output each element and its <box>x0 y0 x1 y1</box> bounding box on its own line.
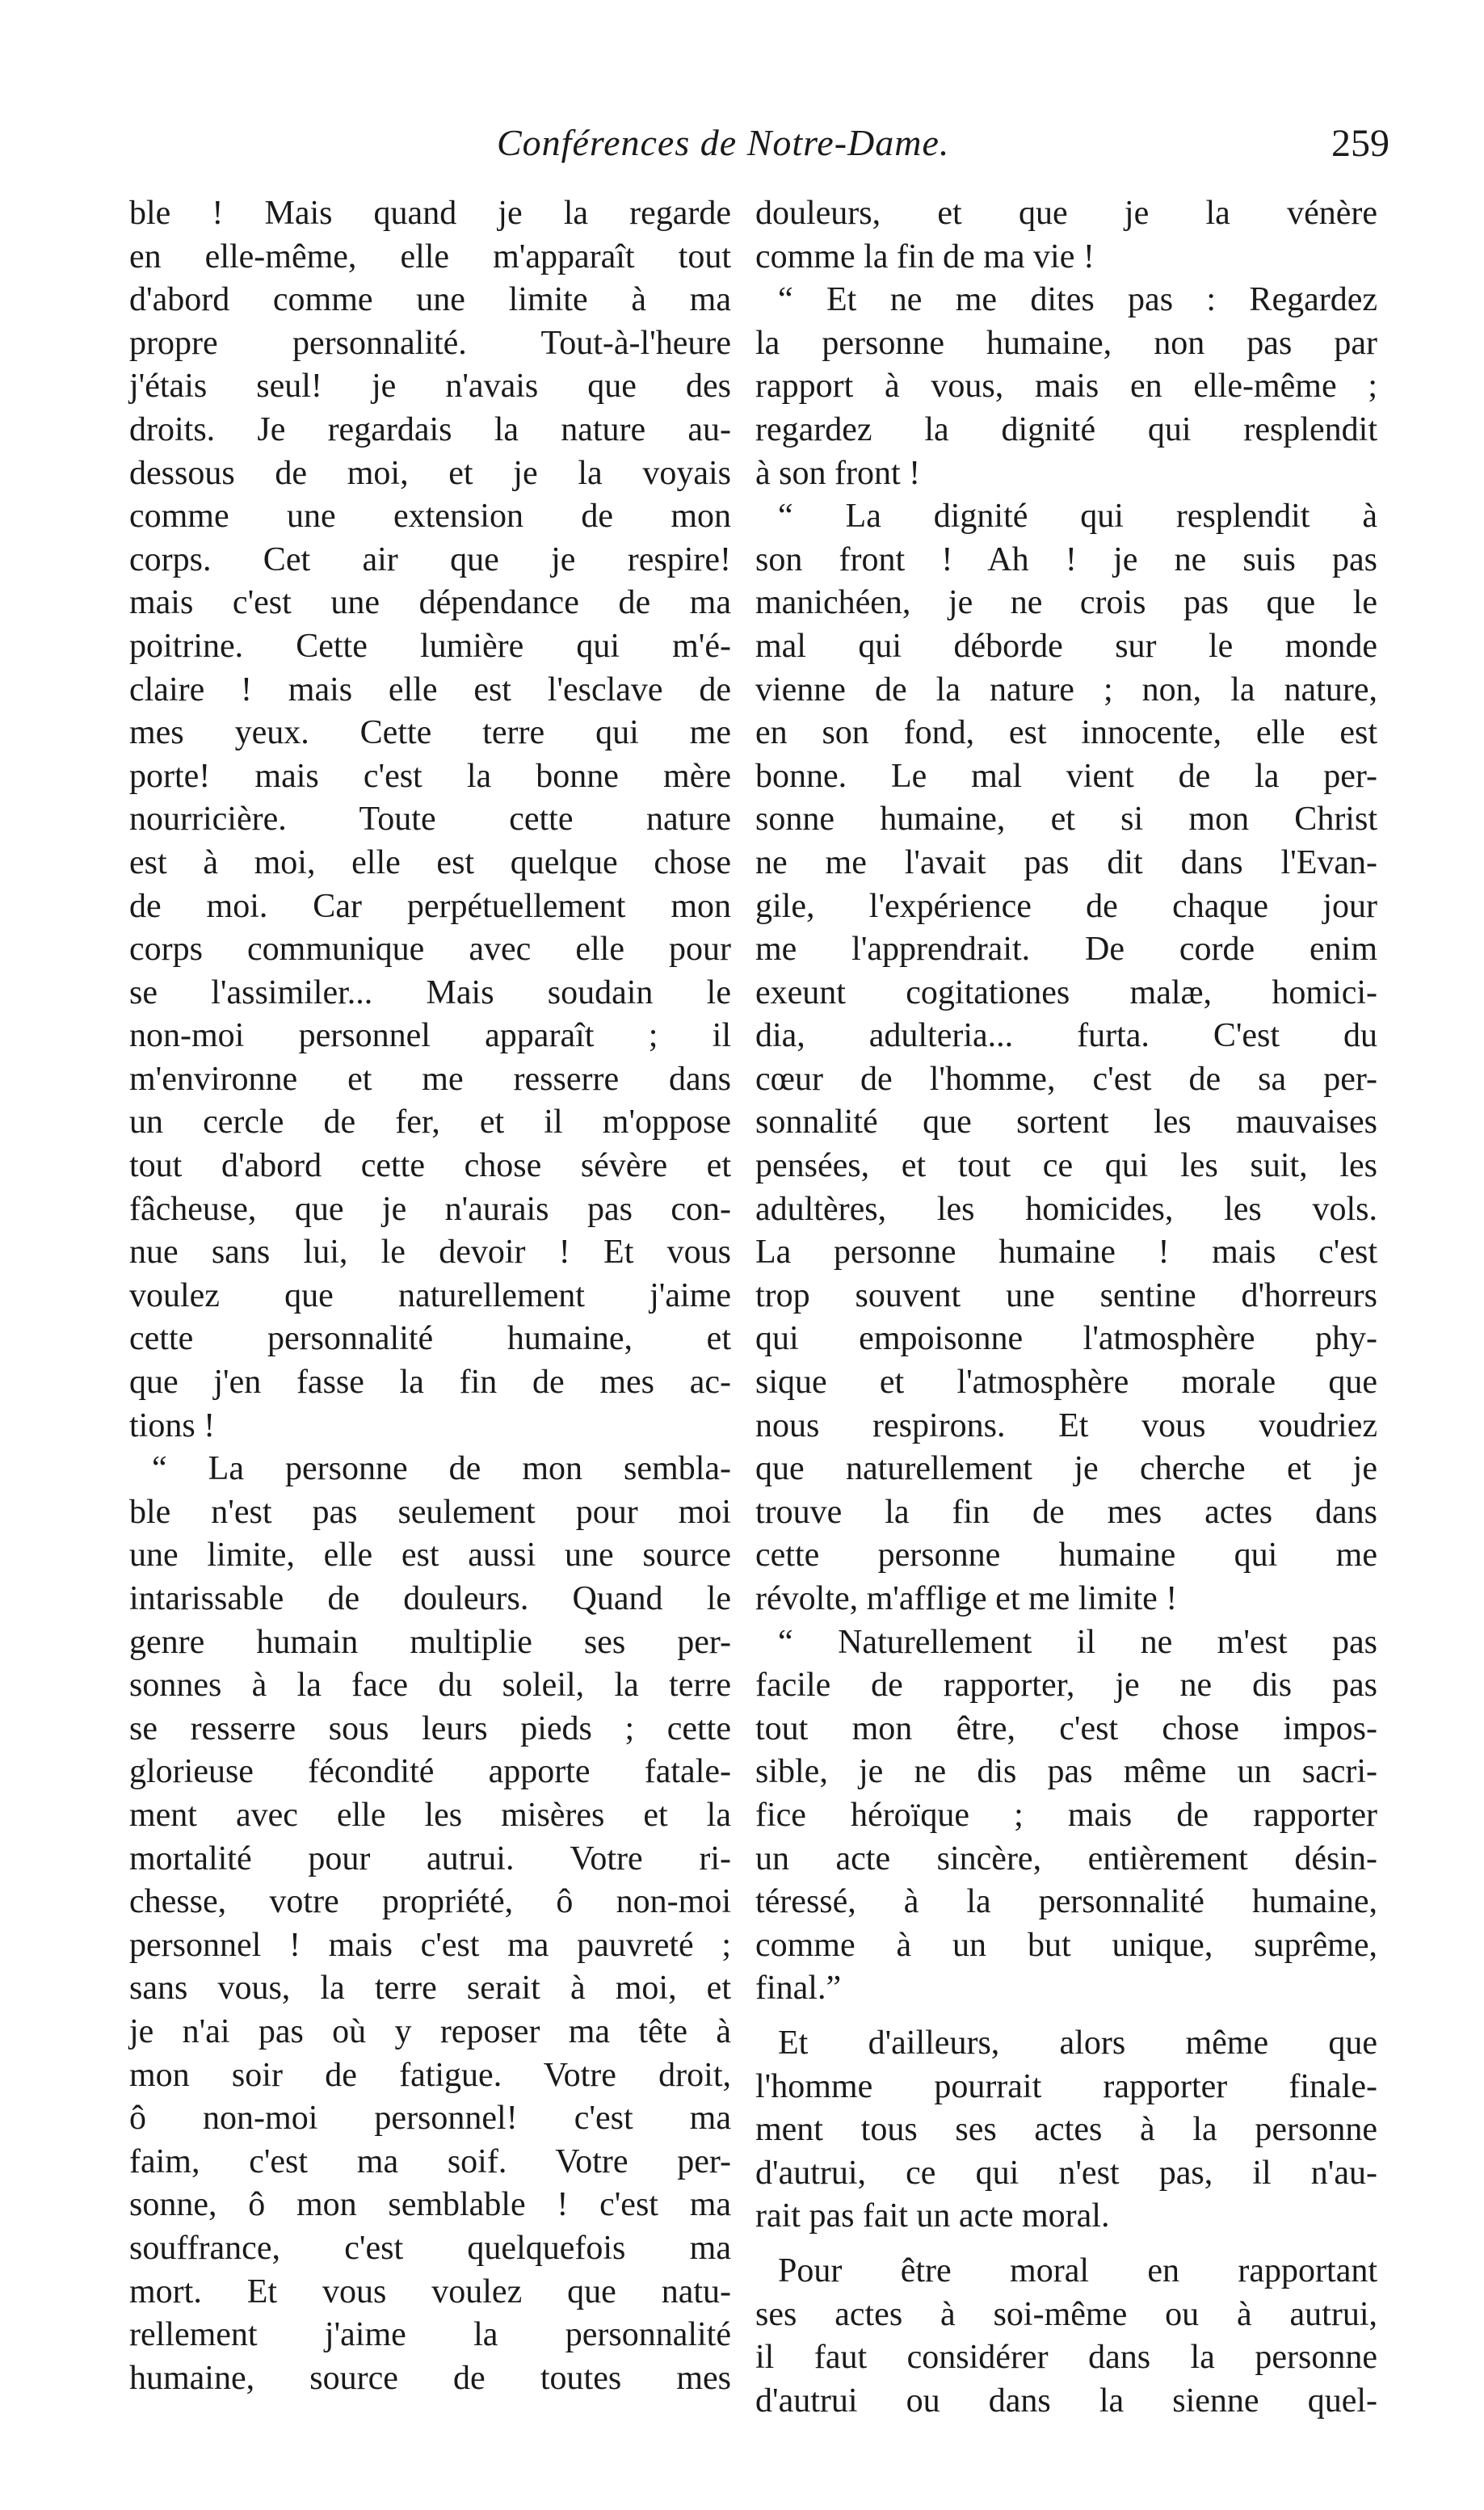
text-line: trop souvent une sentine d'horreurs <box>755 1276 1377 1314</box>
text-line: sonnalité que sortent les mauvaises <box>755 1104 1377 1141</box>
text-line: glorieuse fécondité apporte fatale- <box>129 1753 731 1791</box>
text-line: facile de rapporter, je ne dis pas <box>755 1667 1377 1705</box>
text-line: “ La dignité qui resplendit à <box>778 498 1377 536</box>
text-line: tout d'abord cette chose sévère et <box>129 1147 731 1185</box>
text-line: d'autrui ou dans la sienne quel- <box>755 2382 1377 2420</box>
text-line: ses actes à soi-même ou à autrui, <box>755 2295 1377 2333</box>
text-line: sique et l'atmosphère morale que <box>755 1364 1377 1402</box>
running-title: Conférences de Notre-Dame. <box>497 122 950 163</box>
text-line: mort. Et vous voulez que natu- <box>129 2272 731 2310</box>
text-line: comme à un but unique, suprême, <box>755 1926 1377 1964</box>
text-line: révolte, m'afflige et me limite ! <box>755 1580 1178 1617</box>
text-line: cette personnalité humaine, et <box>129 1320 731 1358</box>
text-line: cœur de l'homme, c'est de sa per- <box>755 1060 1377 1098</box>
text-line: est à moi, elle est quelque chose <box>129 843 731 881</box>
text-line: exeunt cogitationes malæ, homici- <box>755 973 1377 1011</box>
text-line: tout mon être, c'est chose impos- <box>755 1709 1377 1747</box>
page-number: 259 <box>1331 122 1389 165</box>
text-line: une limite, elle est aussi une source <box>129 1537 731 1575</box>
text-line: humaine, source de toutes mes <box>129 2359 731 2397</box>
text-line: trouve la fin de mes actes dans <box>755 1493 1377 1531</box>
text-line: voulez que naturellement j'aime <box>129 1276 731 1314</box>
text-line: la personne humaine, non pas par <box>755 324 1377 362</box>
text-line: sible, je ne dis pas même un sacri- <box>755 1753 1377 1791</box>
text-line: téressé, à la personnalité humaine, <box>755 1883 1377 1921</box>
text-line: faim, c'est ma soif. Votre per- <box>129 2142 731 2180</box>
text-line: ment avec elle les misères et la <box>129 1796 731 1834</box>
text-line: que naturellement je cherche et je <box>755 1450 1377 1488</box>
text-line: son front ! Ah ! je ne suis pas <box>755 540 1377 578</box>
text-line: fâcheuse, que je n'aurais pas con- <box>129 1190 731 1228</box>
text-line: un acte sincère, entièrement désin- <box>755 1839 1377 1877</box>
text-line: de moi. Car perpétuellement mon <box>129 887 731 925</box>
text-line: bonne. Le mal vient de la per- <box>755 757 1377 795</box>
text-line: me l'apprendrait. De corde enim <box>755 931 1377 969</box>
text-line: comme la fin de ma vie ! <box>755 238 1095 275</box>
text-line: genre humain multiplie ses per- <box>129 1623 731 1661</box>
paragraph-gap <box>755 2239 1377 2250</box>
text-line: La personne humaine ! mais c'est <box>755 1234 1377 1272</box>
text-line: poitrine. Cette lumière qui m'é- <box>129 627 731 665</box>
text-line: sans vous, la terre serait à moi, et <box>129 1970 731 2008</box>
text-line: corps. Cet air que je respire! <box>129 540 731 578</box>
text-line: pensées, et tout ce qui les suit, les <box>755 1147 1377 1185</box>
text-line: mortalité pour autrui. Votre ri- <box>129 1839 731 1877</box>
text-line: rapport à vous, mais en elle-même ; <box>755 368 1377 406</box>
text-line: “ Naturellement il ne m'est pas <box>778 1623 1377 1661</box>
text-line: sonne, ô mon semblable ! c'est ma <box>129 2186 731 2224</box>
text-line: fice héroïque ; mais de rapporter <box>755 1796 1377 1834</box>
text-line: gile, l'expérience de chaque jour <box>755 887 1377 925</box>
text-line: tions ! <box>129 1406 216 1444</box>
text-line: “ Et ne me dites pas : Regardez <box>778 281 1377 319</box>
page-header <box>129 121 1389 170</box>
text-line: d'abord comme une limite à ma <box>129 281 731 319</box>
text-line: à son front ! <box>755 454 921 492</box>
text-line: chesse, votre propriété, ô non-moi <box>129 1883 731 1921</box>
text-line: ô non-moi personnel! c'est ma <box>129 2100 731 2138</box>
text-line: sonne humaine, et si mon Christ <box>755 801 1377 839</box>
text-line: intarissable de douleurs. Quand le <box>129 1580 731 1617</box>
text-line: nous respirons. Et vous voudriez <box>755 1406 1377 1444</box>
text-line: douleurs, et que je la vénère <box>755 195 1377 232</box>
text-line: se l'assimiler... Mais soudain le <box>129 973 731 1011</box>
text-line: il faut considérer dans la personne <box>755 2339 1377 2377</box>
text-line: se resserre sous leurs pieds ; cette <box>129 1709 731 1747</box>
text-line: claire ! mais elle est l'esclave de <box>129 671 731 708</box>
text-line: propre personnalité. Tout-à-l'heure <box>129 324 731 362</box>
text-line: final.” <box>755 1970 842 2008</box>
text-line: regardez la dignité qui resplendit <box>755 410 1377 448</box>
text-line: en elle-même, elle m'apparaît tout <box>129 238 731 275</box>
text-line: que j'en fasse la fin de mes ac- <box>129 1364 731 1402</box>
text-line: j'étais seul! je n'avais que des <box>129 368 731 406</box>
right-column <box>755 192 1377 2423</box>
text-line: adultères, les homicides, les vols. <box>755 1190 1377 1228</box>
text-line: ble n'est pas seulement pour moi <box>129 1493 731 1531</box>
text-line: m'environne et me resserre dans <box>129 1060 731 1098</box>
text-line: corps communique avec elle pour <box>129 931 731 969</box>
text-line: l'homme pourrait rapporter finale- <box>755 2067 1377 2105</box>
text-line: manichéen, je ne crois pas que le <box>755 584 1377 622</box>
text-line: “ La personne de mon sembla- <box>152 1450 731 1488</box>
text-line: personnel ! mais c'est ma pauvreté ; <box>129 1926 731 1964</box>
text-line: souffrance, c'est quelquefois ma <box>129 2229 731 2267</box>
text-line: nue sans lui, le devoir ! Et vous <box>129 1234 731 1272</box>
text-line: dessous de moi, et je la voyais <box>129 454 731 492</box>
text-line: mes yeux. Cette terre qui me <box>129 714 731 752</box>
text-line: un cercle de fer, et il m'oppose <box>129 1104 731 1141</box>
text-line: ne me l'avait pas dit dans l'Evan- <box>755 843 1377 881</box>
text-line: sonnes à la face du soleil, la terre <box>129 1667 731 1705</box>
text-line: cette personne humaine qui me <box>755 1537 1377 1575</box>
text-line: nourricière. Toute cette nature <box>129 801 731 839</box>
text-line: mais c'est une dépendance de ma <box>129 584 731 622</box>
left-column <box>129 192 731 2400</box>
text-line: ment tous ses actes à la personne <box>755 2111 1377 2149</box>
text-line: rellement j'aime la personnalité <box>129 2316 731 2354</box>
text-line: ble ! Mais quand je la regarde <box>129 195 731 232</box>
text-line: vienne de la nature ; non, la nature, <box>755 671 1377 708</box>
text-line: porte! mais c'est la bonne mère <box>129 757 731 795</box>
text-line: d'autrui, ce qui n'est pas, il n'au- <box>755 2154 1377 2192</box>
text-line: je n'ai pas où y reposer ma tête à <box>129 2012 731 2050</box>
paragraph-gap <box>755 2011 1377 2022</box>
text-line: comme une extension de mon <box>129 498 731 536</box>
text-line: rait pas fait un acte moral. <box>755 2197 1110 2235</box>
text-line: Pour être moral en rapportant <box>778 2251 1377 2289</box>
text-line: droits. Je regardais la nature au- <box>129 410 731 448</box>
text-line: qui empoisonne l'atmosphère phy- <box>755 1320 1377 1358</box>
text-line: dia, adulteria... furta. C'est du <box>755 1017 1377 1055</box>
text-line: non-moi personnel apparaît ; il <box>129 1017 731 1055</box>
text-line: mal qui déborde sur le monde <box>755 627 1377 665</box>
text-line: Et d'ailleurs, alors même que <box>778 2024 1377 2062</box>
text-line: mon soir de fatigue. Votre droit, <box>129 2056 731 2094</box>
text-line: en son fond, est innocente, elle est <box>755 714 1377 752</box>
